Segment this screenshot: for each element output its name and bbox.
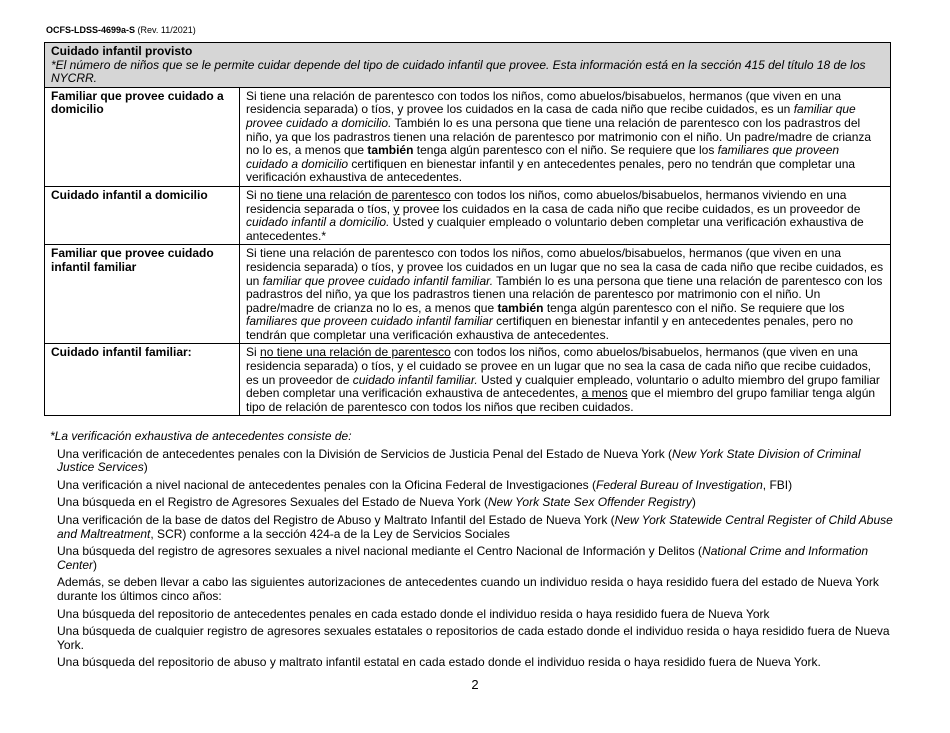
text: Una verificación de antecedentes penales con la División de Servicios de Justicia Penal del Estado de Nueva York ( (57, 446, 673, 461)
term: New York Statewide Central Register of Child Abuse and Maltreatment (57, 512, 893, 541)
row-label: Familiar que provee cuidado infantil familiar (45, 245, 240, 344)
table-row (45, 186, 891, 244)
row-description (240, 245, 891, 344)
underlined-text: no tiene una relación de parentesco (260, 187, 451, 202)
form-revision: (Rev. 11/2021) (137, 25, 196, 35)
row-description (240, 186, 891, 244)
text: También lo es una persona que tiene una relación de parentesco con los padrastros del niño, ya que los padrastros tienen una relación de parentesco por matrimonio con el niño. Un padre/madre de crianza no lo es, a menos que (246, 115, 872, 158)
term: familiares que proveen cuidado a domicilio (246, 143, 840, 171)
text: Una búsqueda del registro de agresores sexuales a nivel nacional mediante el Centro Nacional de Información y Delitos ( (57, 544, 703, 559)
term: familiar que provee cuidado a domicilio. (246, 102, 856, 130)
text: con todos los niños, como abuelos/bisabuelos, hermanos (que viven en una residencia separada) o tíos, y el cuidado se provee en un lugar que no sea la casa de cada niño que recibe cuidados, es un proveedor de (246, 345, 872, 387)
note-item (57, 496, 894, 510)
table-row (45, 344, 891, 416)
emphasis: también (497, 300, 544, 315)
underlined-text: no tiene una relación de parentesco (260, 345, 451, 360)
note-item: Además, se deben llevar a cabo las siguientes autorizaciones de antecedentes cuando un individuo resida o haya residido fuera del estado de Nueva York durante los últimos cinco años: (57, 575, 879, 603)
text: con todos los niños, como abuelos/bisabuelos, hermanos viviendo en una residencia separada o tíos, (246, 187, 847, 216)
table-header (45, 43, 891, 88)
text: Si tiene una relación de parentesco con todos los niños, como abuelos/bisabuelos, hermanos (que viven en una residencia separada) o tíos, y provee los cuidados en la casa de cada niño que recibe cuidados, es un (246, 88, 842, 117)
text: También lo es una persona que tiene una relación de parentesco con los padrastros del niño, ya que los padrastros tienen una relación de parentesco por matrimonio con el niño. Un padre/madre de crianza no lo es, a menos que (246, 273, 883, 315)
note-item (57, 448, 894, 475)
child-care-table (44, 42, 891, 416)
term: National Crime and Information Center (57, 544, 869, 572)
table-row (45, 245, 891, 344)
text: Una verificación de la base de datos del Registro de Abuso y Maltrato Infantil del Estado de Nueva York ( (57, 512, 615, 527)
form-code: OCFS-LDSS-4699a-S (46, 25, 136, 35)
note-item: Una búsqueda del repositorio de antecedentes penales en cada estado donde el individuo resida o haya residido fuera de Nueva York (57, 606, 770, 621)
note-item (57, 479, 894, 493)
text: certifiquen en bienestar infantil y en antecedentes penales, pero no tendrán que completar una verificación exhaustiva de antecedentes. (246, 156, 856, 185)
underlined-text: a menos (581, 386, 628, 401)
page-number: 2 (471, 677, 479, 692)
note-item (57, 545, 894, 572)
text: provee los cuidados en la casa de cada niño que recibe cuidados, es un proveedor de (399, 201, 861, 216)
form-id (46, 25, 196, 35)
term: cuidado infantil a domicilio. (246, 215, 390, 230)
text: Una búsqueda en el Registro de Agresores Sexuales del Estado de Nueva York ( (57, 495, 488, 510)
background-check-notes (44, 430, 894, 674)
note-item (57, 514, 894, 541)
text: certifiquen en bienestar infantil y en antecedentes penales, pero no tendrán que completar una verificación exhaustiva de antecedentes. (246, 314, 854, 342)
text: Si tiene una relación de parentesco con todos los niños, como abuelos/bisabuelos, hermanos (que viven en una residencia separada) o tíos, y provee los cuidados en un lugar que no sea la casa de cada niño que recibe cuidados, es un (246, 246, 884, 288)
text: Usted y cualquier empleado o voluntario deben completar una verificación exhaustiva de antecedentes.* (246, 215, 864, 243)
text: ) (93, 557, 98, 572)
text: Usted y cualquier empleado, voluntario o adulto miembro del grupo familiar deben completar una verificación exhaustiva de antecedentes, (246, 372, 880, 401)
text: tenga algún parentesco con el niño. Se requiere que los (543, 300, 845, 315)
term: New York State Division of Criminal Justice Services (57, 446, 861, 475)
table-header-row (45, 43, 891, 88)
text: , FBI) (762, 477, 793, 492)
row-label: Cuidado infantil a domicilio (45, 186, 240, 244)
underlined-text: y (393, 201, 400, 216)
term: familiar que provee cuidado infantil familiar. (262, 273, 494, 288)
row-description (240, 87, 891, 186)
term: Federal Bureau of Investigation (596, 477, 763, 492)
text: Si (246, 345, 261, 360)
text: Una verificación a nivel nacional de antecedentes penales con la Oficina Federal de Investigaciones ( (57, 477, 596, 492)
text: , SCR) conforme a la sección 424-a de la Ley de Servicios Sociales (150, 526, 510, 541)
table-row (45, 87, 891, 186)
text: que el miembro del grupo familiar tenga algún tipo de relación de parentesco con todos los niños que reciben cuidados. (246, 386, 876, 414)
term: familiares que proveen cuidado infantil familiar (246, 314, 493, 329)
text: ) (691, 495, 696, 510)
table-subtitle: *El número de niños que se le permite cuidar depende del tipo de cuidado infantil que provee. Esta información está en la sección 415 del título 18 de los NYCRR. (51, 57, 866, 86)
emphasis: también (367, 143, 414, 158)
text: Si (246, 187, 261, 202)
table-title: Cuidado infantil provisto (51, 44, 193, 58)
note-item: Una búsqueda del repositorio de abuso y maltrato infantil estatal en cada estado donde el individuo resida o haya residido fuera de Nueva York. (57, 655, 821, 670)
text: ) (143, 460, 148, 475)
note-item: Una búsqueda de cualquier registro de agresores sexuales estatales o repositorios de cada estado donde el individuo resida o haya residido fuera de Nueva York. (57, 624, 890, 652)
row-description (240, 344, 891, 416)
row-label: Familiar que provee cuidado a domicilio (45, 87, 240, 186)
row-label: Cuidado infantil familiar: (45, 344, 240, 416)
text: tenga algún parentesco con el niño. Se requiere que los (413, 143, 718, 158)
term: New York State Sex Offender Registry (487, 495, 692, 510)
notes-title: *La verificación exhaustiva de antecedentes consiste de: (50, 429, 352, 443)
term: cuidado infantil familiar. (352, 372, 478, 387)
